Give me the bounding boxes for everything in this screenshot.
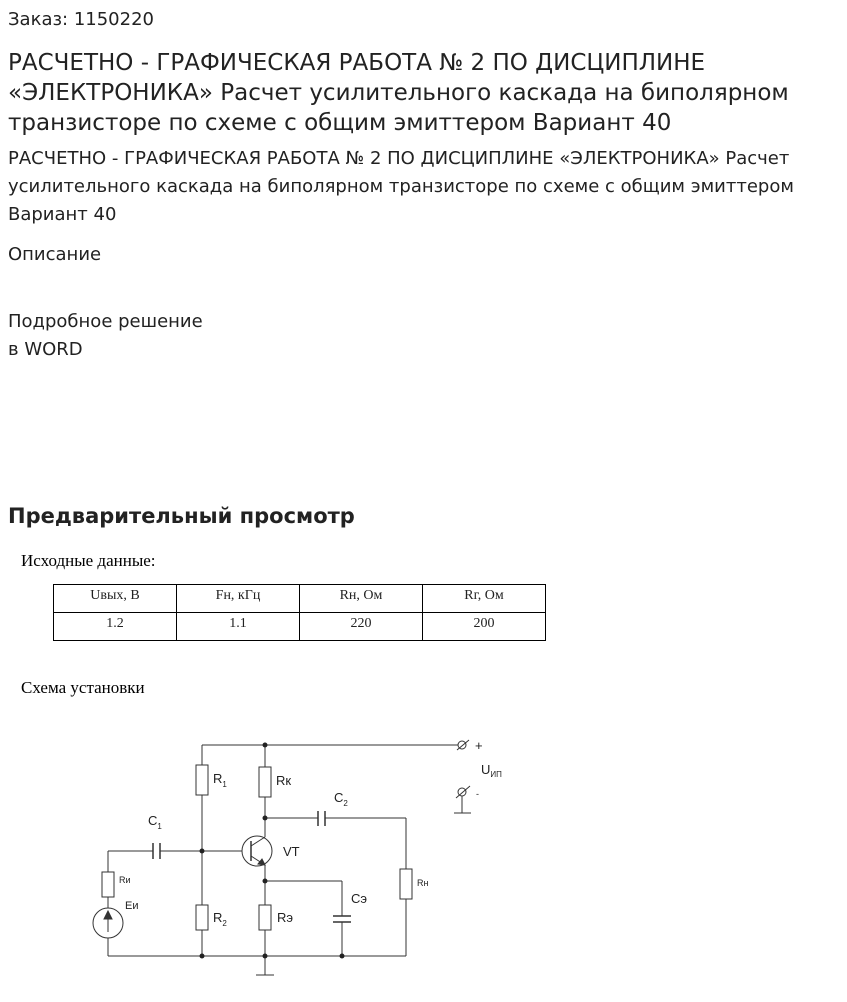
order-number: Заказ: 1150220 [8,9,154,30]
label-minus: - [476,789,479,799]
table-header-row [54,585,546,613]
description-body [8,308,203,364]
table-row [54,613,546,641]
description-line-1: Подробное решение [8,311,203,332]
page-subtitle: РАСЧЕТНО - ГРАФИЧЕСКАЯ РАБОТА № 2 ПО ДИСЦИПЛИНЕ «ЭЛЕКТРОНИКА» Расчет усилительного каскада на биполярном транзисторе по схеме с общим эмиттером Вариант 40 [8,148,794,225]
label-rk: Rк [276,773,292,788]
label-uip: $U_{ИП}$ [481,762,502,779]
page-title: РАСЧЕТНО - ГРАФИЧЕСКАЯ РАБОТА № 2 ПО ДИСЦИПЛИНЕ «ЭЛЕКТРОНИКА» Расчет усилительного каскада на биполярном транзисторе по схеме с общим эмиттером Вариант 40 [8,50,789,136]
label-re: Rэ [277,910,294,925]
parameters-table [53,584,546,641]
label-c1: $C_1$ [148,813,162,831]
source-data-label: Исходные данные: [21,551,156,570]
preview-heading: Предварительный просмотр [8,504,355,528]
resistor-r1 [196,765,208,795]
table-header-cell: Rн, Ом [300,585,423,613]
resistor-r2 [196,905,208,930]
label-c2: $C_2$ [334,790,348,808]
label-ei: Еи [125,900,139,912]
scheme-label: Схема установки [21,678,145,697]
label-ce: Сэ [351,891,368,906]
table-cell: 200 [423,613,546,641]
table-cell: 1.2 [54,613,177,641]
table-header-cell: Uвых, В [54,585,177,613]
table-header-cell: Fн, кГц [177,585,300,613]
label-r1: $R_1$ [213,771,227,789]
label-plus: + [475,738,483,753]
table-cell: 220 [300,613,423,641]
circuit-diagram [0,720,847,1002]
resistor-re [259,905,271,930]
table-cell: 1.1 [177,613,300,641]
table-header-cell: Rг, Ом [423,585,546,613]
resistor-ri [102,872,114,897]
emitter-arrow [258,859,265,865]
label-r2: $R_2$ [213,910,227,928]
resistor-rn [400,869,412,899]
document-preview [0,540,847,1002]
description-heading: Описание [8,244,102,265]
label-rn: Rн [417,878,429,888]
resistor-rk [259,767,271,797]
label-vt: VT [283,844,300,859]
description-line-2: в WORD [8,339,83,360]
transistor-vt [242,836,272,866]
label-ri: Rи [119,875,131,885]
